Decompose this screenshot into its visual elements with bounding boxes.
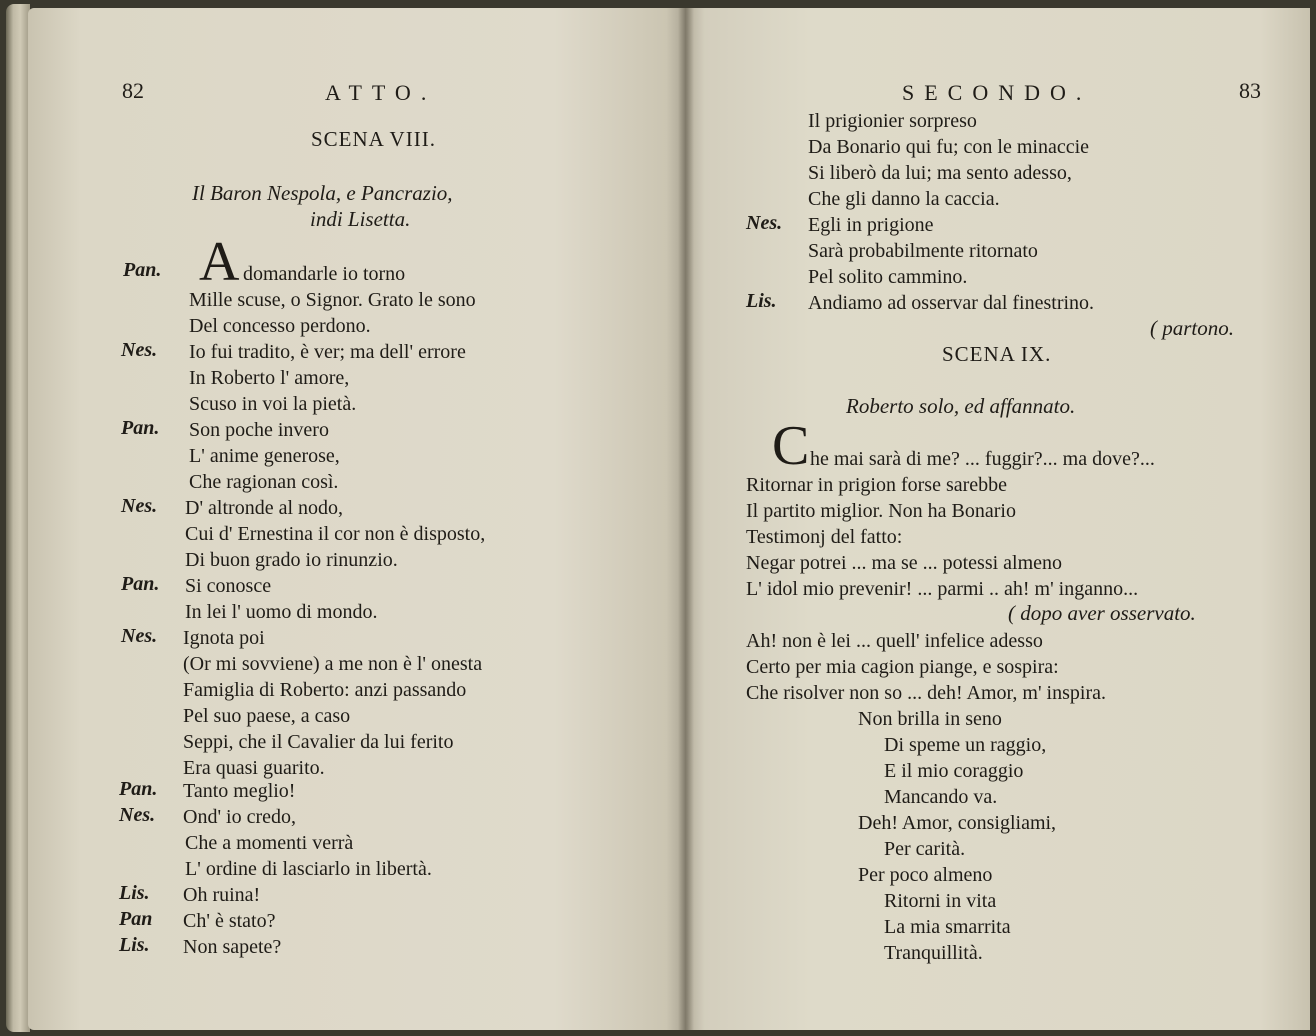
- verse-line: L' anime generose,: [189, 445, 340, 467]
- verse-line: Egli in prigione: [808, 214, 934, 236]
- verse-line: Di buon grado io rinunzio.: [185, 549, 398, 571]
- verse-line: Si conosce: [185, 575, 272, 597]
- verse-line: Che ragionan così.: [189, 471, 339, 493]
- speaker-label: Lis.: [746, 290, 777, 312]
- verse-line: Mancando va.: [884, 786, 998, 808]
- right-page: [686, 8, 1310, 1030]
- speaker-label: Pan.: [121, 573, 160, 595]
- scene-title: SCENA VIII.: [311, 127, 436, 151]
- stage-direction: Il Baron Nespola, e Pancrazio,: [192, 181, 453, 205]
- speaker-label: Lis.: [119, 934, 150, 956]
- verse-line: domandarle io torno: [243, 263, 406, 285]
- page-number: 82: [122, 78, 144, 103]
- running-head: SECONDO.: [902, 80, 1092, 105]
- speaker-label: Nes.: [121, 495, 158, 517]
- verse-line: Io fui tradito, è ver; ma dell' errore: [189, 341, 466, 363]
- verse-line: Pel suo paese, a caso: [183, 705, 351, 727]
- speaker-label: Pan.: [123, 259, 162, 281]
- verse-line: Andiamo ad osservar dal finestrino.: [808, 292, 1095, 314]
- stage-direction: indi Lisetta.: [310, 207, 411, 231]
- verse-line: D' altronde al nodo,: [185, 497, 344, 519]
- verse-line: Era quasi guarito.: [183, 757, 325, 779]
- speaker-label: Nes.: [746, 212, 783, 234]
- verse-line: Ah! non è lei ... quell' infelice adesso: [746, 630, 1043, 652]
- verse-line: Il prigionier sorpreso: [808, 110, 977, 132]
- book-gutter: [678, 8, 694, 1030]
- speaker-label: Pan.: [121, 417, 160, 439]
- speaker-label: Lis.: [119, 882, 150, 904]
- verse-line: Ritornar in prigion forse sarebbe: [746, 474, 1008, 496]
- verse-line: Tranquillità.: [884, 942, 983, 964]
- scene-title: SCENA IX.: [942, 342, 1052, 366]
- running-head: ATTO.: [325, 80, 437, 105]
- verse-line: Son poche invero: [189, 419, 329, 441]
- verse-line: Del concesso perdono.: [189, 315, 371, 337]
- verse-line: Mille scuse, o Signor. Grato le sono: [189, 289, 476, 311]
- verse-line: In Roberto l' amore,: [189, 367, 350, 389]
- verse-line: Testimonj del fatto:: [746, 526, 903, 548]
- verse-line: Che gli danno la caccia.: [808, 188, 1000, 210]
- verse-line: Cui d' Ernestina il cor non è disposto,: [185, 523, 486, 545]
- verse-line: Negar potrei ... ma se ... potessi almeno: [746, 552, 1063, 574]
- speaker-label: Pan.: [119, 778, 158, 800]
- verse-line: Deh! Amor, consigliami,: [858, 812, 1057, 834]
- speaker-label: Nes.: [121, 625, 158, 647]
- speaker-label: Nes.: [119, 804, 156, 826]
- verse-line: Certo per mia cagion piange, e sospira:: [746, 656, 1059, 678]
- page-edges: [6, 4, 30, 1032]
- speaker-label: Pan: [119, 908, 153, 930]
- exit-direction: ( partono.: [1150, 316, 1234, 340]
- verse-line: Famiglia di Roberto: anzi passando: [183, 679, 467, 701]
- verse-line: L' idol mio prevenir! ... parmi .. ah! m' inganno...: [746, 578, 1139, 600]
- verse-line: he mai sarà di me? ... fuggir?... ma dove?...: [810, 448, 1155, 470]
- verse-line: Ch' è stato?: [183, 910, 276, 932]
- verse-line: Ignota poi: [183, 627, 265, 649]
- verse-line: Non brilla in seno: [858, 708, 1002, 730]
- verse-line: Si liberò da lui; ma sento adesso,: [808, 162, 1072, 184]
- stage-direction: ( dopo aver osservato.: [1008, 601, 1196, 625]
- verse-line: Ritorni in vita: [884, 890, 997, 912]
- left-page: [28, 8, 686, 1030]
- stage-direction: Roberto solo, ed affannato.: [846, 394, 1076, 418]
- verse-line: Non sapete?: [183, 936, 282, 958]
- verse-line: Scuso in voi la pietà.: [189, 393, 357, 415]
- verse-line: Il partito miglior. Non ha Bonario: [746, 500, 1016, 522]
- verse-line: L' ordine di lasciarlo in libertà.: [185, 858, 432, 880]
- verse-line: In lei l' uomo di mondo.: [185, 601, 378, 623]
- speaker-label: Nes.: [121, 339, 158, 361]
- verse-line: Per carità.: [884, 838, 966, 860]
- verse-line: E il mio coraggio: [884, 760, 1024, 782]
- verse-line: La mia smarrita: [884, 916, 1011, 938]
- verse-line: Seppi, che il Cavalier da lui ferito: [183, 731, 454, 753]
- verse-line: Di speme un raggio,: [884, 734, 1047, 756]
- verse-line: Tanto meglio!: [183, 780, 296, 802]
- verse-line: Che a momenti verrà: [185, 832, 354, 854]
- verse-line: Ond' io credo,: [183, 806, 297, 828]
- verse-line: Oh ruina!: [183, 884, 261, 906]
- verse-line: Sarà probabilmente ritornato: [808, 240, 1038, 262]
- verse-line: Da Bonario qui fu; con le minaccie: [808, 136, 1090, 158]
- page-number: 83: [1239, 78, 1261, 103]
- verse-line: Per poco almeno: [858, 864, 993, 886]
- verse-line: (Or mi sovviene) a me non è l' onesta: [183, 653, 483, 675]
- drop-cap: C: [772, 415, 810, 477]
- drop-cap: A: [199, 231, 240, 293]
- verse-line: Che risolver non so ... deh! Amor, m' inspira.: [746, 682, 1106, 704]
- verse-line: Pel solito cammino.: [808, 266, 968, 288]
